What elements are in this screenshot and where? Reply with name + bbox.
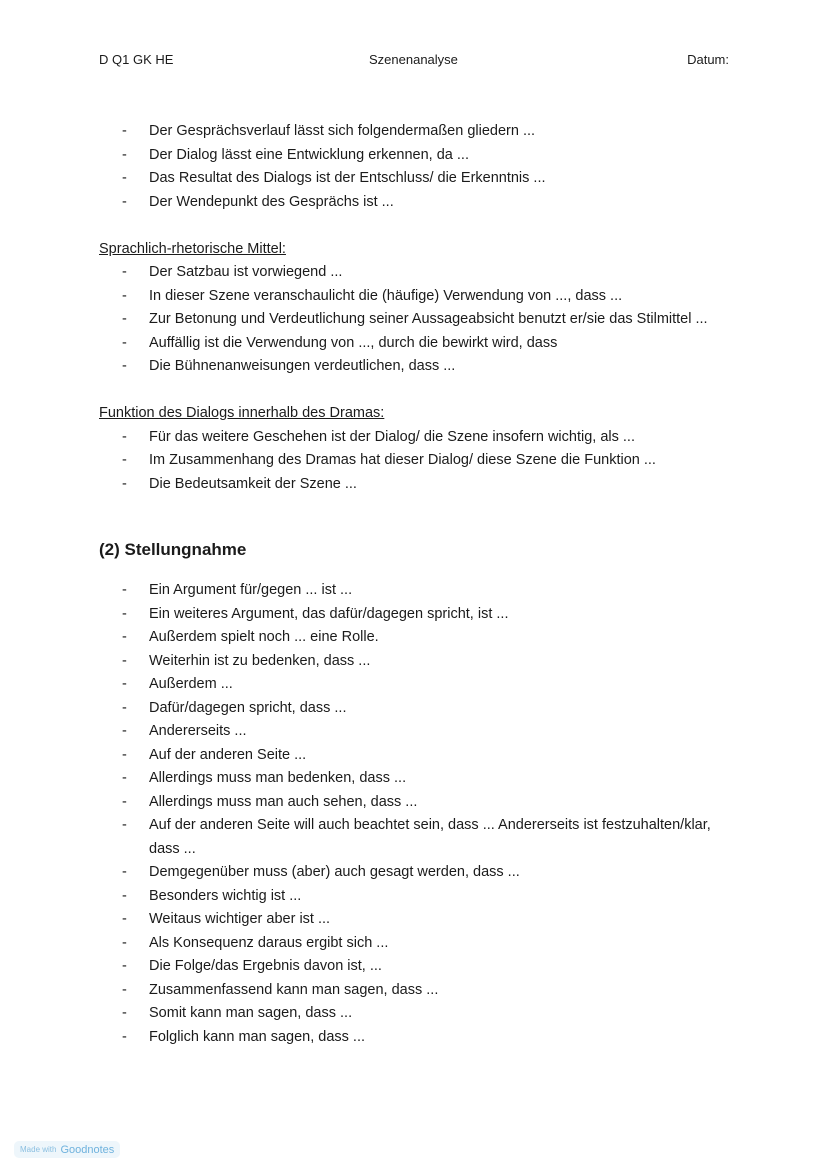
list-item-text: Dafür/dagegen spricht, dass ... — [149, 699, 347, 716]
list-item-text: Die Bedeutsamkeit der Szene ... — [149, 475, 357, 492]
list-item — [99, 261, 734, 285]
list-item — [99, 626, 734, 650]
dash-bullet: - — [122, 864, 127, 880]
dash-bullet: - — [122, 699, 127, 716]
dash-bullet: - — [122, 934, 127, 951]
list-item-text: Der Wendepunkt des Gesprächs ist ... — [149, 193, 394, 210]
list-item — [99, 1026, 734, 1050]
list-item — [99, 791, 734, 815]
list-item-text: Für das weitere Geschehen ist der Dialog/ die Szene insofern wichtig, als ... — [149, 428, 635, 445]
watermark-brand: Goodnotes — [60, 1143, 115, 1156]
dash-bullet: - — [122, 582, 127, 598]
dash-bullet: - — [122, 358, 127, 374]
dash-bullet: - — [122, 1005, 127, 1021]
list-item-text: Als Konsequenz daraus ergibt sich ... — [149, 934, 389, 951]
dash-bullet: - — [122, 264, 127, 280]
list-item — [99, 814, 734, 861]
list-item — [99, 167, 734, 191]
page-header — [99, 52, 729, 70]
list-item — [99, 603, 734, 627]
list-item-text: Auf der anderen Seite will auch beachtet sein, dass ... Andererseits ist festzuhalten/klar, dass ... — [149, 817, 711, 857]
watermark-prefix: Made with — [20, 1145, 57, 1154]
list-item-text: Zusammenfassend kann man sagen, dass ... — [149, 981, 439, 998]
list-item-text: Der Dialog lässt eine Entwicklung erkennen, da ... — [149, 146, 469, 163]
list-item — [99, 473, 734, 497]
list-item — [99, 426, 734, 450]
dash-bullet: - — [122, 334, 127, 351]
dash-bullet: - — [122, 770, 127, 786]
list-item — [99, 932, 734, 956]
dash-bullet: - — [122, 793, 127, 810]
list-item — [99, 579, 734, 603]
list-item-text: Ein Argument für/gegen ... ist ... — [149, 582, 353, 598]
list-item — [99, 767, 734, 791]
list-item — [99, 1002, 734, 1026]
spacer — [99, 379, 734, 403]
dash-bullet: - — [122, 1028, 127, 1045]
date-label: Datum: — [687, 52, 729, 67]
list-item-text: Allerdings muss man bedenken, dass ... — [149, 770, 407, 786]
list-item-text: Die Bühnenanweisungen verdeutlichen, dass ... — [149, 358, 456, 374]
goodnotes-watermark — [14, 1141, 120, 1158]
list-item-text: Folglich kann man sagen, dass ... — [149, 1028, 366, 1045]
dash-bullet: - — [122, 911, 127, 927]
section-heading-stellungnahme: (2) Stellungnahme — [99, 540, 247, 559]
list-item-text: Die Folge/das Ergebnis davon ist, ... — [149, 958, 382, 974]
list-item — [99, 449, 734, 473]
list-item-text: Allerdings muss man auch sehen, dass ... — [149, 793, 418, 810]
list-item-text: Auffällig ist die Verwendung von ..., durch die bewirkt wird, dass — [149, 334, 558, 351]
list-item — [99, 697, 734, 721]
list-item — [99, 979, 734, 1003]
course-code: D Q1 GK HE — [99, 52, 174, 67]
list-item-text: Zur Betonung und Verdeutlichung seiner Aussageabsicht benutzt er/sie das Stilmittel ... — [149, 311, 708, 327]
list-item-text: Weiterhin ist zu bedenken, dass ... — [149, 652, 371, 669]
funktion-list — [99, 426, 734, 497]
dash-bullet: - — [122, 958, 127, 974]
dash-bullet: - — [122, 605, 127, 622]
list-item — [99, 144, 734, 168]
dash-bullet: - — [122, 817, 127, 833]
list-item — [99, 673, 734, 697]
intro-list — [99, 120, 734, 214]
list-item-text: Demgegenüber muss (aber) auch gesagt werden, dass ... — [149, 864, 520, 880]
list-item-text: In dieser Szene veranschaulicht die (häufige) Verwendung von ..., dass ... — [149, 287, 623, 304]
dash-bullet: - — [122, 452, 127, 468]
list-item — [99, 861, 734, 885]
spacer — [99, 496, 734, 538]
stellungnahme-list — [99, 579, 734, 1049]
dash-bullet: - — [122, 629, 127, 645]
list-item — [99, 744, 734, 768]
list-item — [99, 285, 734, 309]
sprachlich-list — [99, 261, 734, 379]
dash-bullet: - — [122, 676, 127, 692]
list-item — [99, 355, 734, 379]
list-item-text: Im Zusammenhang des Dramas hat dieser Dialog/ diese Szene die Funktion ... — [149, 452, 656, 468]
dash-bullet: - — [122, 475, 127, 492]
list-item — [99, 908, 734, 932]
list-item-text: Ein weiteres Argument, das dafür/dagegen spricht, ist ... — [149, 605, 509, 622]
list-item-text: Das Resultat des Dialogs ist der Entschluss/ die Erkenntnis ... — [149, 170, 546, 186]
dash-bullet: - — [122, 193, 127, 210]
list-item-text: Außerdem spielt noch ... eine Rolle. — [149, 629, 379, 645]
list-item-text: Besonders wichtig ist ... — [149, 887, 302, 904]
document-body — [99, 120, 734, 1049]
section-heading-funktion: Funktion des Dialogs innerhalb des Dramas: — [99, 405, 385, 421]
dash-bullet: - — [122, 123, 127, 139]
list-item — [99, 885, 734, 909]
spacer — [99, 214, 734, 238]
list-item — [99, 720, 734, 744]
dash-bullet: - — [122, 652, 127, 669]
section-heading-sprachlich: Sprachlich-rhetorische Mittel: — [99, 240, 286, 257]
list-item — [99, 120, 734, 144]
list-item-text: Der Gesprächsverlauf lässt sich folgendermaßen gliedern ... — [149, 123, 536, 139]
list-item-text: Andererseits ... — [149, 723, 247, 739]
list-item-text: Der Satzbau ist vorwiegend ... — [149, 264, 343, 280]
list-item — [99, 955, 734, 979]
dash-bullet: - — [122, 723, 127, 739]
spacer — [99, 562, 734, 579]
list-item — [99, 332, 734, 356]
dash-bullet: - — [122, 428, 127, 445]
dash-bullet: - — [122, 887, 127, 904]
list-item — [99, 650, 734, 674]
list-item-text: Außerdem ... — [149, 676, 233, 692]
list-item-text: Somit kann man sagen, dass ... — [149, 1005, 353, 1021]
list-item-text: Auf der anderen Seite ... — [149, 746, 307, 763]
dash-bullet: - — [122, 311, 127, 327]
dash-bullet: - — [122, 146, 127, 163]
list-item — [99, 308, 734, 332]
list-item — [99, 191, 734, 215]
dash-bullet: - — [122, 287, 127, 304]
dash-bullet: - — [122, 746, 127, 763]
dash-bullet: - — [122, 170, 127, 186]
dash-bullet: - — [122, 981, 127, 998]
document-title: Szenenanalyse — [369, 52, 458, 67]
list-item-text: Weitaus wichtiger aber ist ... — [149, 911, 331, 927]
